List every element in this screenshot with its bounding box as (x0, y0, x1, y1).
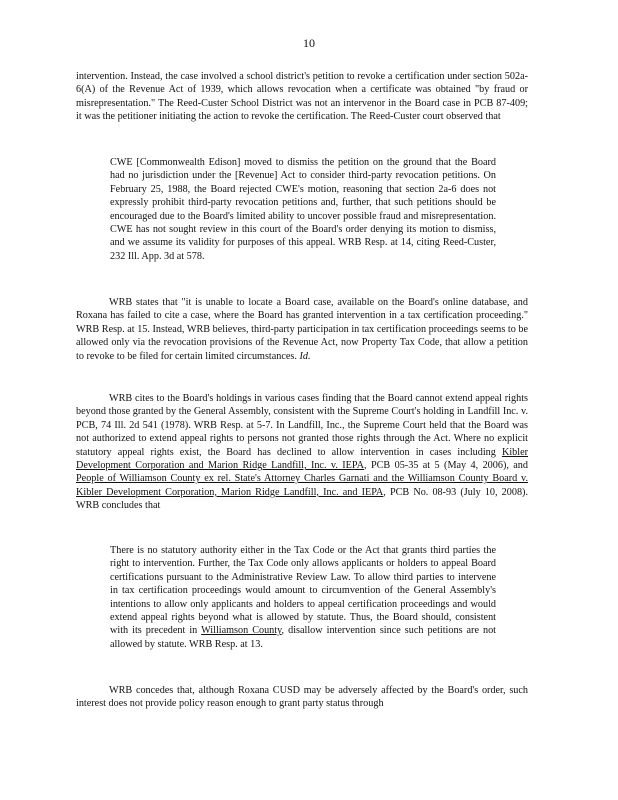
paragraph-wrb-cites-text-b: , PCB 05-35 at 5 (May 4, 2006), and (364, 460, 528, 472)
block-quote-no-statutory-authority (110, 544, 496, 651)
paragraph-wrb-cites-text-c: , PCB No. 08-93 (July 10, 2008). WRB concludes that (76, 486, 528, 512)
case-name-kibler: Kibler Development Corporation and Marion Ridge Landfill, Inc. v. IEPA (76, 446, 528, 472)
paragraph-wrb-concedes: WRB concedes that, although Roxana CUSD may be adversely affected by the Board's order, such interest does not provide policy reason enough to grant party status through (76, 685, 528, 710)
paragraph-wrb-states-text: WRB states that "it is unable to locate a Board case, available on the Board's online database, and Roxana has failed to cite a case, where the Board has granted intervention in a tax certification proceeding." WRB Resp. at 15. Instead, WRB believes, third-party participation in tax certification proceedings seems to be allowed only via the revocation provisions of the Revenue Act, now Property Tax Code, that allow a petition to revoke to be filed for certain limited circumstances. (76, 297, 528, 362)
paragraph-reed-custer-context: intervention. Instead, the case involved a school district's petition to revoke a certification under section 502a-6(A) of the Revenue Act of 1939, which allows revocation when a certificate was obtained "by fraud or misrepresentation." The Reed-Custer School District was not an intervenor in the Board case in PCB 87-409; it was the petitioner initiating the action to revoke the certification. The Reed-Custer court observed that (76, 71, 528, 123)
block-quote-text-a: There is no statutory authority either in the Tax Code or the Act that grants third parties the right to intervention. Further, the Tax Code only allows applicants or holders to appeal Board certifications pursuant to the Administrative Review Law. To allow third parties to intervene in tax certification proceedings would amount to circumvention of the General Assembly's intentions to allow only applicants and holders to appeal certification proceedings and would extend appeal rights beyond what is allowed by statute. Thus, the Board should, consistent with its precedent in (110, 545, 496, 637)
case-name-williamson-county: People of Williamson County ex rel. State's Attorney Charles Garnati and the Williamson County Board v. Kibler Development Corporation, Marion Ridge Landfill, Inc. and IEPA (76, 473, 528, 498)
page-number: 10 (303, 36, 315, 50)
paragraph-wrb-cites-text-a: WRB cites to the Board's holdings in various cases finding that the Board cannot extend appeal rights beyond those granted by the General Assembly, consistent with the Supreme Court's holding in Landfill Inc. v. PCB, 74 Ill. 2d 541 (1978). WRB Resp. at 5-7. In Landfill, Inc., the Supreme Court held that the Board was not authorized to extend appeal rights to persons not granted those rights through the Act. Where no explicit statutory appeal rights exist, the Board has declined to allow intervention in cases including (76, 393, 528, 458)
paragraph-wrb-states (76, 296, 528, 363)
paragraph-wrb-cites (76, 392, 528, 513)
citation-id: Id. (299, 350, 311, 362)
case-name-williamson-short: Williamson County (201, 625, 282, 637)
block-quote-text-b: , disallow intervention since such petitions are not allowed by statute. WRB Resp. at 13. (110, 625, 496, 650)
block-quote-reed-custer: CWE [Commonwealth Edison] moved to dismiss the petition on the ground that the Board had no jurisdiction under the [Revenue] Act to consider third-party revocation petitions. On February 25, 1988, the Board rejected CWE's motion, reasoning that section 2a-6 does not expressly prohibit third-party revocation petitions and, further, that such petitions should be encouraged due to the Board's limited ability to uncover possible fraud and misrepresentation. CWE has not sought review in this court of the Board's order denying its motion to dismiss, and we assume its validity for purposes of this appeal. WRB Resp. at 14, citing Reed-Custer, 232 Ill. App. 3d at 578. (110, 157, 496, 262)
